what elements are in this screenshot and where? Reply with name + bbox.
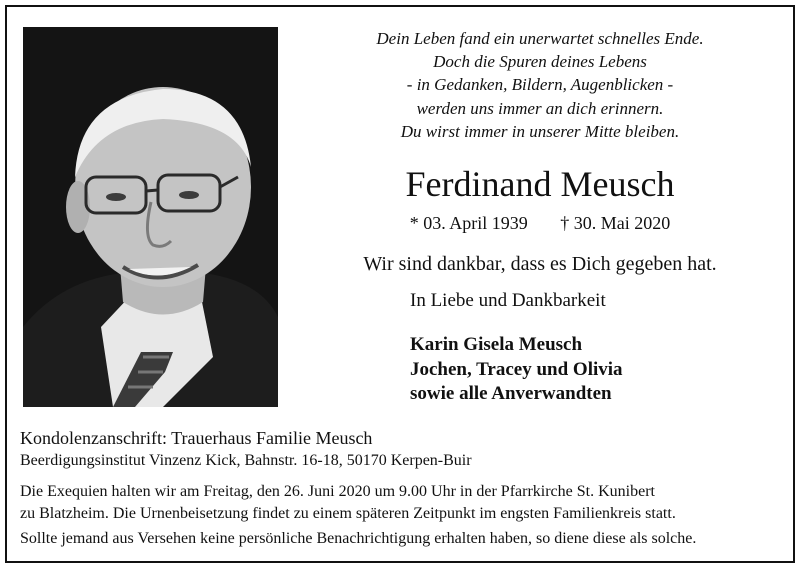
deceased-name: Ferdinand Meusch [405, 164, 675, 204]
mourner-name: sowie alle Anverwandten [410, 383, 612, 404]
condolence-address: Kondolenzanschrift: Trauerhaus Familie Meusch [20, 428, 373, 448]
life-dates [300, 212, 780, 234]
service-line: Die Exequien halten wir am Freitag, den 26. Juni 2020 um 9.00 Uhr in der Pfarrkirche St. Kunibert [20, 483, 655, 500]
poem-line: werden uns immer an dich erinnern. [416, 98, 664, 118]
death-date: † 30. Mai 2020 [560, 213, 671, 233]
poem-line: Dein Leben fand ein unerwartet schnelles Ende. [376, 29, 704, 48]
poem-line: - in Gedanken, Bildern, Augenblicken - [406, 75, 674, 95]
memorial-poem [300, 27, 780, 143]
funeral-home-address: Beerdigungsinstitut Vinzenz Kick, Bahnstr. 16-18, 50170 Kerpen-Buir [20, 452, 472, 469]
gratitude-statement: Wir sind dankbar, dass es Dich gegeben hat. [363, 253, 717, 275]
mourner-name: Jochen, Tracey und Olivia [410, 358, 623, 380]
poem-line: Du wirst immer in unserer Mitte bleiben. [400, 121, 680, 141]
birth-date: * 03. April 1939 [409, 213, 528, 233]
notification-disclaimer: Sollte jemand aus Versehen keine persönliche Benachrichtigung erhalten haben, so diene diese als solche. [20, 530, 697, 547]
poem-line: Doch die Spuren deines Lebens [433, 52, 647, 72]
mourner-name: Karin Gisela Meusch [410, 334, 583, 355]
closing-phrase: In Liebe und Dankbarkeit [410, 290, 606, 311]
service-line: zu Blatzheim. Die Urnenbeisetzung findet zu einem späteren Zeitpunkt im engsten Familienkreis statt. [20, 504, 676, 522]
mourners-list [410, 333, 623, 407]
service-details [20, 481, 676, 524]
portrait-photo [23, 27, 278, 407]
